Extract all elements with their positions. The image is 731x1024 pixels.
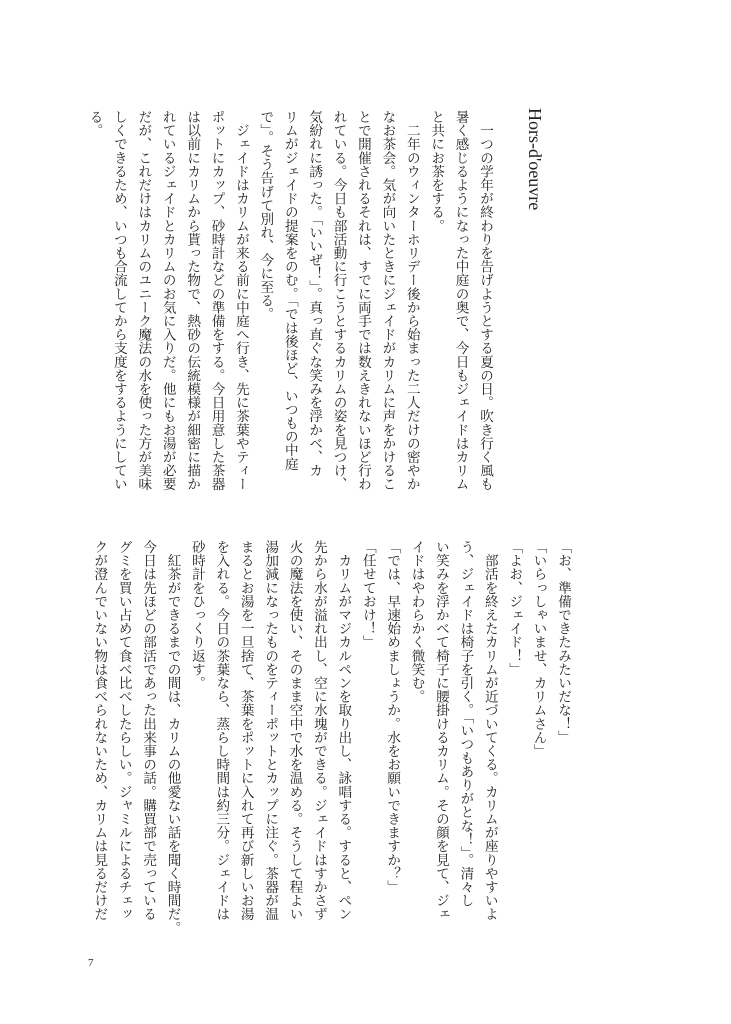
text-line: と共にお茶をする。 [428, 110, 445, 233]
page-number: 7 [88, 957, 94, 969]
text-line: 暑く感じるようになった中庭の奥で、今日もジェイドはカリム [452, 110, 469, 491]
text-line: 「では、早速始めましょうか。水をお願いできますか？」 [384, 540, 401, 894]
text-line: で」。そう告げて別れ、今に至る。 [257, 110, 274, 321]
text-line: 火の魔法を使い、そのまま空中で水を温める。そうして程よい [286, 540, 303, 921]
text-line: ポットにカップ、砂時計などの準備をする。今日用意した茶器 [208, 110, 225, 491]
text-line: 「任せておけ！」 [359, 540, 376, 649]
text-line: とで開催されるそれは、すでに両手では数えきれないほど行わ [354, 110, 371, 491]
text-line: 部活を終えたカリムが近づいてくる。カリムが座りやすいよ [481, 540, 498, 921]
text-line: グミを買い占めて食べ比べしたらしい。ジャミルによるチェッ [115, 540, 132, 921]
text-line: カリムがマジカルペンを取り出し、詠唱する。すると、ペン [335, 540, 352, 921]
text-line: なお茶会。気が向いたときにジェイドがカリムに声をかけるこ [379, 110, 396, 491]
text-line: 紅茶ができるまでの間は、カリムの他愛ない話を聞く時間だ。 [164, 540, 181, 935]
text-line: れているジェイドとカリムのお気に入りだ。他にもお湯が必要 [159, 110, 176, 491]
text-line: れている。今日も部活動に行こうとするカリムの姿を見つけ、 [330, 110, 347, 491]
text-line: 砂時計をひっくり返す。 [188, 540, 205, 690]
text-line: 「よお、ジェイド！」 [506, 540, 523, 676]
text-line: ジェイドはカリムが来る前に中庭へ行き、先に茶葉やティー [232, 110, 249, 491]
text-line: しくできるため、いつも合流してから支度をするようにしてい [110, 110, 127, 491]
text-line: 二年のウィンターホリデー後から始まった二人だけの密やか [403, 110, 420, 491]
text-line: だが、これだけはカリムのユニーク魔法の水を使った方が美味 [135, 110, 152, 491]
text-line: 一つの学年が終わりを告げようとする夏の日。吹き行く風も [477, 110, 493, 491]
text-line: リムがジェイドの提案をのむ。「では後ほど、いつもの中庭 [281, 110, 298, 471]
text-line: い笑みを浮かべて椅子に腰掛けるカリム。その顔を見て、ジェ [432, 540, 449, 921]
text-line: 「お、準備できたみたいだな！」 [555, 540, 571, 744]
text-line: う、ジェイドは椅子を引く。「いつもありがとな！」。清々し [457, 540, 474, 908]
text-line: 今日は先ほどの部活であった出来事の話。購買部で売っている [140, 540, 157, 921]
chapter-title: Hors-d'oeuvre [525, 108, 545, 211]
text-line: イドはやわらかく微笑む。 [408, 540, 425, 704]
text-line: る。 [86, 110, 103, 138]
text-line: を入れる。今日の茶葉なら、蒸らし時間は約三分。ジェイドは [213, 540, 230, 921]
text-line: まるとお湯を一旦捨て、茶葉をポットに入れて再び新しいお湯 [237, 540, 254, 921]
text-line: は以前にカリムから貰った物で、熱砂の伝統模様が細密に描か [184, 110, 201, 491]
text-line: 先から水が溢れ出し、空に水塊ができる。ジェイドはすかさず [310, 540, 327, 921]
text-line: 「いらっしゃいませ、カリムさん」 [530, 540, 547, 758]
text-line: 気紛れに誘った。「いいぜ！」。真っ直ぐな笑みを浮かべ、カ [306, 110, 323, 478]
text-line: クが澄んでいない物は食べられないため、カリムは見るだけだ [91, 540, 108, 921]
text-block-upper [82, 110, 497, 502]
text-block-lower [87, 540, 575, 935]
text-line: 湯加減になったものをティーポットとカップに注ぐ。茶器が温 [262, 540, 279, 921]
